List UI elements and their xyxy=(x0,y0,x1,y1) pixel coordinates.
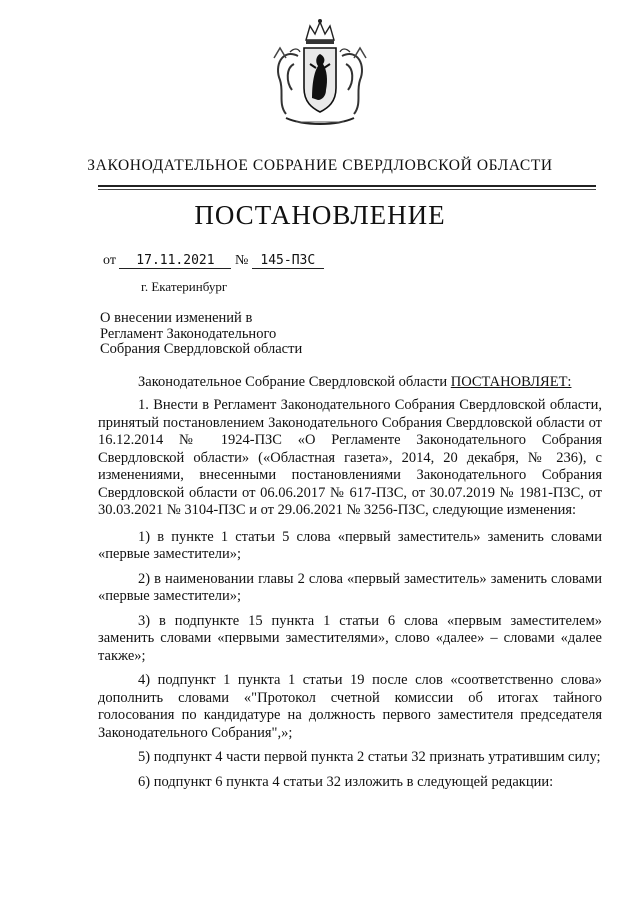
document-body xyxy=(98,374,602,798)
subject-line: Собрания Свердловской области xyxy=(100,341,303,357)
organization-name: ЗАКОНОДАТЕЛЬНОЕ СОБРАНИЕ СВЕРДЛОВСКОЙ ОБЛАСТИ xyxy=(87,157,553,174)
date-prefix: от xyxy=(103,253,116,268)
document-number: 145-ПЗС xyxy=(252,253,324,269)
paragraph: 1) в пункте 1 статьи 5 слова «первый заместитель» заменить словами «первые заместители»; xyxy=(98,528,602,562)
intro-text: Законодательное Собрание Свердловской области xyxy=(138,374,451,390)
document-date: 17.11.2021 xyxy=(119,253,231,269)
resolves-keyword: ПОСТАНОВЛЯЕТ: xyxy=(450,374,572,390)
subject-line: О внесении изменений в xyxy=(100,310,253,326)
header-divider xyxy=(98,185,596,187)
date-number-line xyxy=(103,253,324,269)
city: г. Екатеринбург xyxy=(141,279,228,294)
document-title: ПОСТАНОВЛЕНИЕ xyxy=(194,200,446,230)
paragraph: 2) в наименовании главы 2 слова «первый заместитель» заменить словами «первые заместители»; xyxy=(98,570,602,604)
coat-of-arms-icon xyxy=(260,18,380,133)
paragraph: 3) в подпункте 15 пункта 1 статьи 6 слова «первым заместителем» заменить словами «первыми заместителями», слово «далее» – словами «далее также»; xyxy=(98,612,602,664)
resolution-intro xyxy=(98,374,602,391)
paragraph: 5) подпункт 4 части первой пункта 2 статьи 32 признать утратившим силу; xyxy=(138,749,601,765)
paragraph: 6) подпункт 6 пункта 4 статьи 32 изложить в следующей редакции: xyxy=(138,773,554,790)
paragraph: 1. Внести в Регламент Законодательного Собрания Свердловской области, принятый постановлением Законодательного Собрания Свердловской области от 16.12.2014 № 1924-ПЗС «О Регламенте Законодательного Собрания Свердловской области» («Областная газета», 2014, 20 декабря, № 236), с изменениями, внесенными постановлениями Законодательного Собрания Свердловской области от 06.06.2017 № 617-ПЗС, от 30.07.2019 № 1981-ПЗС, от 30.03.2021 № 3104-ПЗС и от 29.06.2021 № 3256-ПЗС, следующие изменения: xyxy=(98,397,602,518)
number-prefix: № xyxy=(234,253,249,268)
subject-line: Регламент Законодательного xyxy=(100,325,277,342)
header-divider-thin xyxy=(98,189,596,190)
paragraph: 4) подпункт 1 пункта 1 статьи 19 после слов «соответственно слова» дополнить словами «"Протокол счетной комиссии об итогах тайного голосования по кандидатуре на должность первого заместителя председателя Законодательного Собрания",»; xyxy=(98,672,602,741)
document-subject xyxy=(100,311,302,358)
